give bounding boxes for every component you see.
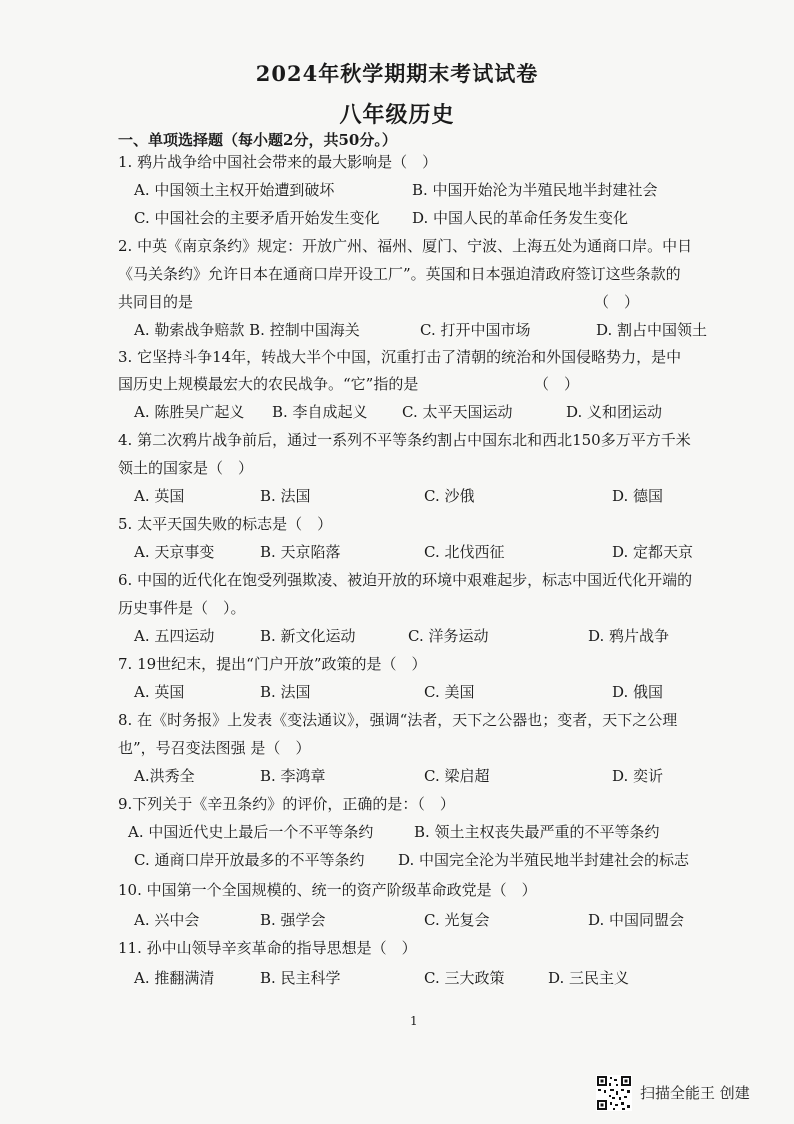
question-3-option-d: D. 义和团运动	[566, 403, 663, 421]
question-3-option-b: B. 李自成起义	[272, 403, 368, 421]
question-8-option-d: D. 奕䜣	[612, 767, 664, 785]
question-2-option-c: C. 打开中国市场	[420, 321, 531, 339]
question-11-option-d: D. 三民主义	[548, 969, 630, 987]
question-8-option-b: B. 李鸿章	[260, 767, 326, 785]
question-2-stem-line-3: 共同目的是	[118, 293, 194, 311]
question-11-option-a: A. 推翻满清	[134, 969, 215, 987]
question-10-option-d: D. 中国同盟会	[588, 911, 685, 929]
question-9-option-a: A. 中国近代史上最后一个不平等条约	[128, 823, 374, 841]
question-2-option-ab: A. 勒索战争赔款 B. 控制中国海关	[134, 321, 360, 339]
question-8-option-a: A.洪秀全	[134, 767, 195, 785]
question-3-option-c: C. 太平天国运动	[402, 403, 513, 421]
question-10-option-b: B. 强学会	[260, 911, 326, 929]
question-1-option-b: B. 中国开始沦为半殖民地半封建社会	[412, 181, 658, 199]
question-11-option-b: B. 民主科学	[260, 969, 341, 987]
exam-subtitle: 八年级历史	[339, 102, 455, 128]
question-4-stem-line-1: 4. 第二次鸦片战争前后，通过一系列不平等条约割占中国东北和西北150多万平方千米	[118, 431, 691, 449]
question-8-stem-line-1: 8. 在《时务报》上发表《变法通议》，强调“法者，天下之公器也；变者，天下之公理	[118, 711, 678, 729]
question-6-option-d: D. 鸦片战争	[588, 627, 670, 645]
question-3-stem-line-2: 国历史上规模最宏大的农民战争。“它”指的是	[118, 375, 419, 393]
question-7-option-a: A. 英国	[134, 683, 185, 701]
question-5-option-d: D. 定都天京	[612, 543, 694, 561]
question-9-option-d: D. 中国完全沦为半殖民地半封建社会的标志	[398, 851, 690, 869]
section-heading: 一、单项选择题（每小题2分，共50分。）	[118, 131, 397, 149]
question-3-option-a: A. 陈胜吴广起义	[134, 403, 245, 421]
qr-code-icon	[596, 1075, 632, 1111]
question-5-stem: 5. 太平天国失败的标志是（ ）	[118, 515, 333, 533]
question-10-option-c: C. 光复会	[424, 911, 490, 929]
question-5-option-b: B. 天京陷落	[260, 543, 341, 561]
question-4-stem-line-2: 领土的国家是（ ）	[118, 459, 254, 477]
question-7-stem: 7. 19世纪末，提出“门户开放”政策的是（ ）	[118, 655, 427, 673]
question-6-stem-line-1: 6. 中国的近代化在饱受列强欺凌、被迫开放的环境中艰难起步，标志中国近代化开端的	[118, 571, 693, 589]
question-4-option-a: A. 英国	[134, 487, 185, 505]
question-2-stem-line-1: 2. 中英《南京条约》规定：开放广州、福州、厦门、宁波、上海五处为通商口岸。中日	[118, 237, 693, 255]
question-4-option-c: C. 沙俄	[424, 487, 475, 505]
question-2-answer-blank: （ ）	[594, 293, 640, 311]
question-3-answer-blank: （ ）	[534, 375, 580, 393]
question-11-option-c: C. 三大政策	[424, 969, 505, 987]
question-7-option-b: B. 法国	[260, 683, 311, 701]
question-1-option-d: D. 中国人民的革命任务发生变化	[412, 209, 629, 227]
question-1-option-a: A. 中国领土主权开始遭到破坏	[134, 181, 335, 199]
question-8-option-c: C. 梁启超	[424, 767, 490, 785]
question-2-stem-line-2: 《马关条约》允许日本在通商口岸开设工厂”。英国和日本强迫清政府签订这些条款的	[118, 265, 681, 283]
question-2-option-d: D. 割占中国领土	[596, 321, 708, 339]
question-6-option-c: C. 洋务运动	[408, 627, 489, 645]
question-6-option-a: A. 五四运动	[134, 627, 215, 645]
question-7-option-d: D. 俄国	[612, 683, 664, 701]
question-3-stem-line-1: 3. 它坚持斗争14年，转战大半个中国，沉重打击了清朝的统治和外国侵略势力，是中	[118, 348, 682, 366]
question-10-stem: 10. 中国第一个全国规模的、统一的资产阶级革命政党是（ ）	[118, 881, 537, 899]
question-4-option-d: D. 德国	[612, 487, 664, 505]
question-5-option-c: C. 北伐西征	[424, 543, 505, 561]
scanner-watermark-text: 扫描全能王 创建	[640, 1084, 750, 1102]
question-9-option-b: B. 领土主权丧失最严重的不平等条约	[414, 823, 660, 841]
question-11-stem: 11. 孙中山领导辛亥革命的指导思想是（ ）	[118, 939, 417, 957]
question-10-option-a: A. 兴中会	[134, 911, 200, 929]
question-6-stem-line-2: 历史事件是（ ）。	[118, 599, 246, 617]
question-9-stem: 9.下列关于《辛丑条约》的评价，正确的是：（ ）	[118, 795, 455, 813]
question-5-option-a: A. 天京事变	[134, 543, 215, 561]
question-9-option-c: C. 通商口岸开放最多的不平等条约	[134, 851, 365, 869]
question-4-option-b: B. 法国	[260, 487, 311, 505]
page-number: 1	[410, 1014, 418, 1028]
question-1-stem: 1. 鸦片战争给中国社会带来的最大影响是（ ）	[118, 153, 438, 171]
question-7-option-c: C. 美国	[424, 683, 475, 701]
question-1-option-c: C. 中国社会的主要矛盾开始发生变化	[134, 209, 380, 227]
exam-title: 2024年秋学期期末考试试卷	[255, 61, 539, 86]
question-8-stem-line-2: 也”，号召变法图强 是（ ）	[118, 739, 311, 757]
question-6-option-b: B. 新文化运动	[260, 627, 356, 645]
